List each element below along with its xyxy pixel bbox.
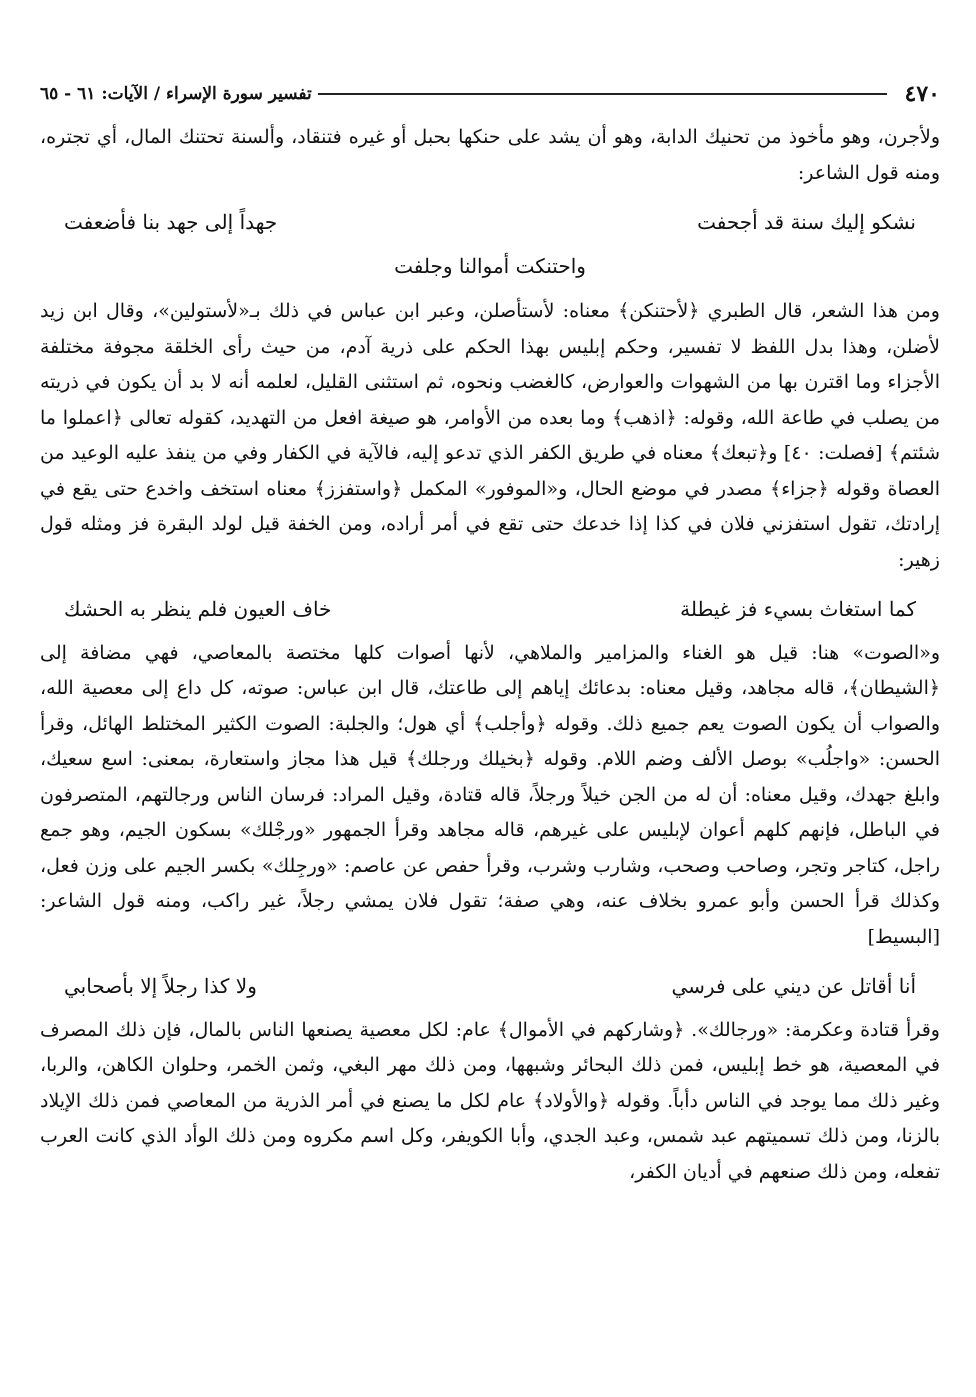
verse-2 — [40, 592, 940, 628]
paragraph-4: وقرأ قتادة وعكرمة: «ورجالك». ﴿وشاركهم في الأموال﴾ عام: لكل معصية يصنعها الناس بالمال، فإن ذلك المصرف في المعصية، هو خط إبليس، فمن ذلك البحائر وشبهها، ومن ذلك مهر البغي، وثمن الخمر، وحلوان الكاهن، والربا، وغير ذلك مما يوجد في الناس دأباً. وقوله ﴿والأولاد﴾ عام لكل ما يصنع في أمر الذرية من المعاصي فمن ذلك الإيلاد بالزنا، ومن ذلك تسميتهم عبد شمس، وعبد الجدي، وأبا الكويفر، وكل اسم مكروه ومن ذلك الوأد الذي كانت العرب تفعله، ومن ذلك صنعهم في أديان الكفر، — [40, 1018, 940, 1183]
header-rule — [318, 93, 887, 95]
verse-2-second-hemistich: خاف العيون فلم ينظر به الحشك — [64, 597, 332, 621]
verse-1-second-hemistich: جهداً إلى جهد بنا فأضعفت — [64, 210, 278, 234]
verse-1 — [40, 205, 940, 241]
verse-1-first-hemistich: نشكو إليك سنة قد أجحفت — [697, 210, 916, 234]
paragraph-1: ولأجرن، وهو مأخوذ من تحنيك الدابة، وهو أن يشد على حنكها بحبل أو غيره فتنقاد، وألسنة تحتنك المال، أي تجتره، ومنه قول الشاعر: — [40, 126, 940, 184]
verse-3 — [40, 969, 940, 1005]
paragraph-2: ومن هذا الشعر، قال الطبري ﴿لأحتنكن﴾ معناه: لأستأصلن، وعبر ابن عباس في ذلك بـ«لأستولين»، وقال ابن زيد لأضلن، وهذا بدل اللفظ لا تفسير، وحكم إبليس بهذا الحكم على ذرية آدم، من حيث رأى الخلقة مجوفة مختلفة الأجزاء وما اقترن بها من الشهوات والعوارض، كالغضب ونحوه، ثم استثنى القليل، لعلمه أنه لا بد أن يكون في ذريته من يصلب في طاعة الله، وقوله: ﴿اذهب﴾ وما بعده من الأوامر، هو صيغة افعل من التهديد، كقوله تعالى ﴿اعملوا ما شئتم﴾ [فصلت: ٤٠] و﴿تبعك﴾ معناه في طريق الكفر الذي تدعو إليه، فالآية في الكفار وفي من ينفذ عليه الوعيد من العصاة وقوله ﴿جزاء﴾ مصدر في موضع الحال، و«الموفور» المكمل ﴿واستفزز﴾ معناه استخف واخدع حتى يقع في إرادتك، تقول استفزني فلان في كذا إذا خدعك حتى تقع في أمر أراده، ومن الخفة قيل لولد البقرة فز ومثله قول زهير: — [40, 300, 940, 571]
verse-1-extra-line: واحتنكت أموالنا وجلفت — [394, 253, 586, 278]
page-number: ٤٧٠ — [904, 81, 940, 107]
page-header — [40, 78, 940, 110]
verse-3-first-hemistich: أنا أقاتل عن ديني على فرسي — [671, 974, 916, 998]
paragraph-3: و«الصوت» هنا: قيل هو الغناء والمزامير والملاهي، لأنها أصوات كلها مختصة بالمعاصي، فهي مضافة إلى ﴿الشيطان﴾، قاله مجاهد، وقيل معناه: بدعائك إياهم إلى طاعتك، قال ابن عباس: صوته، كل داع إلى معصية الله، والصواب أن يكون الصوت يعم جميع ذلك. وقوله ﴿وأجلب﴾ أي هول؛ والجلبة: الصوت الكثير المختلط الهائل، وقرأ الحسن: «واجلُب» بوصل الألف وضم اللام. وقوله ﴿بخيلك ورجلك﴾ قيل هذا مجاز واستعارة، بمعنى: اسع سعيك، وابلغ جهدك، وقيل معناه: أن له من الجن خيلاً ورجلاً، قاله قتادة، وقيل المراد: فرسان الناس ورجالتهم، المتصرفون في الباطل، فإنهم كلهم أعوان لإبليس على غيرهم، قاله مجاهد وقرأ الجمهور «ورجْلك» بسكون الجيم، وهو جمع راجل، كتاجر وتجر، وصاحب وصحب، وشارب وشرب، وقرأ حفص عن عاصم: «ورجِلك» بكسر الجيم على وزن فعل، وكذلك قرأ الحسن وأبو عمرو بخلاف عنه، وهي صفة؛ تقول فلان يمشي رجلاً، غير راكب، ومنه قول الشاعر: [البسيط] — [40, 641, 940, 948]
page-body — [40, 120, 940, 1198]
running-title: تفسير سورة الإسراء / الآيات: ٦١ - ٦٥ — [40, 84, 312, 104]
verse-2-first-hemistich: كما استغاث بسيء فز غيطلة — [680, 597, 916, 621]
verse-3-second-hemistich: ولا كذا رجلاً إلا بأصحابي — [64, 974, 257, 998]
